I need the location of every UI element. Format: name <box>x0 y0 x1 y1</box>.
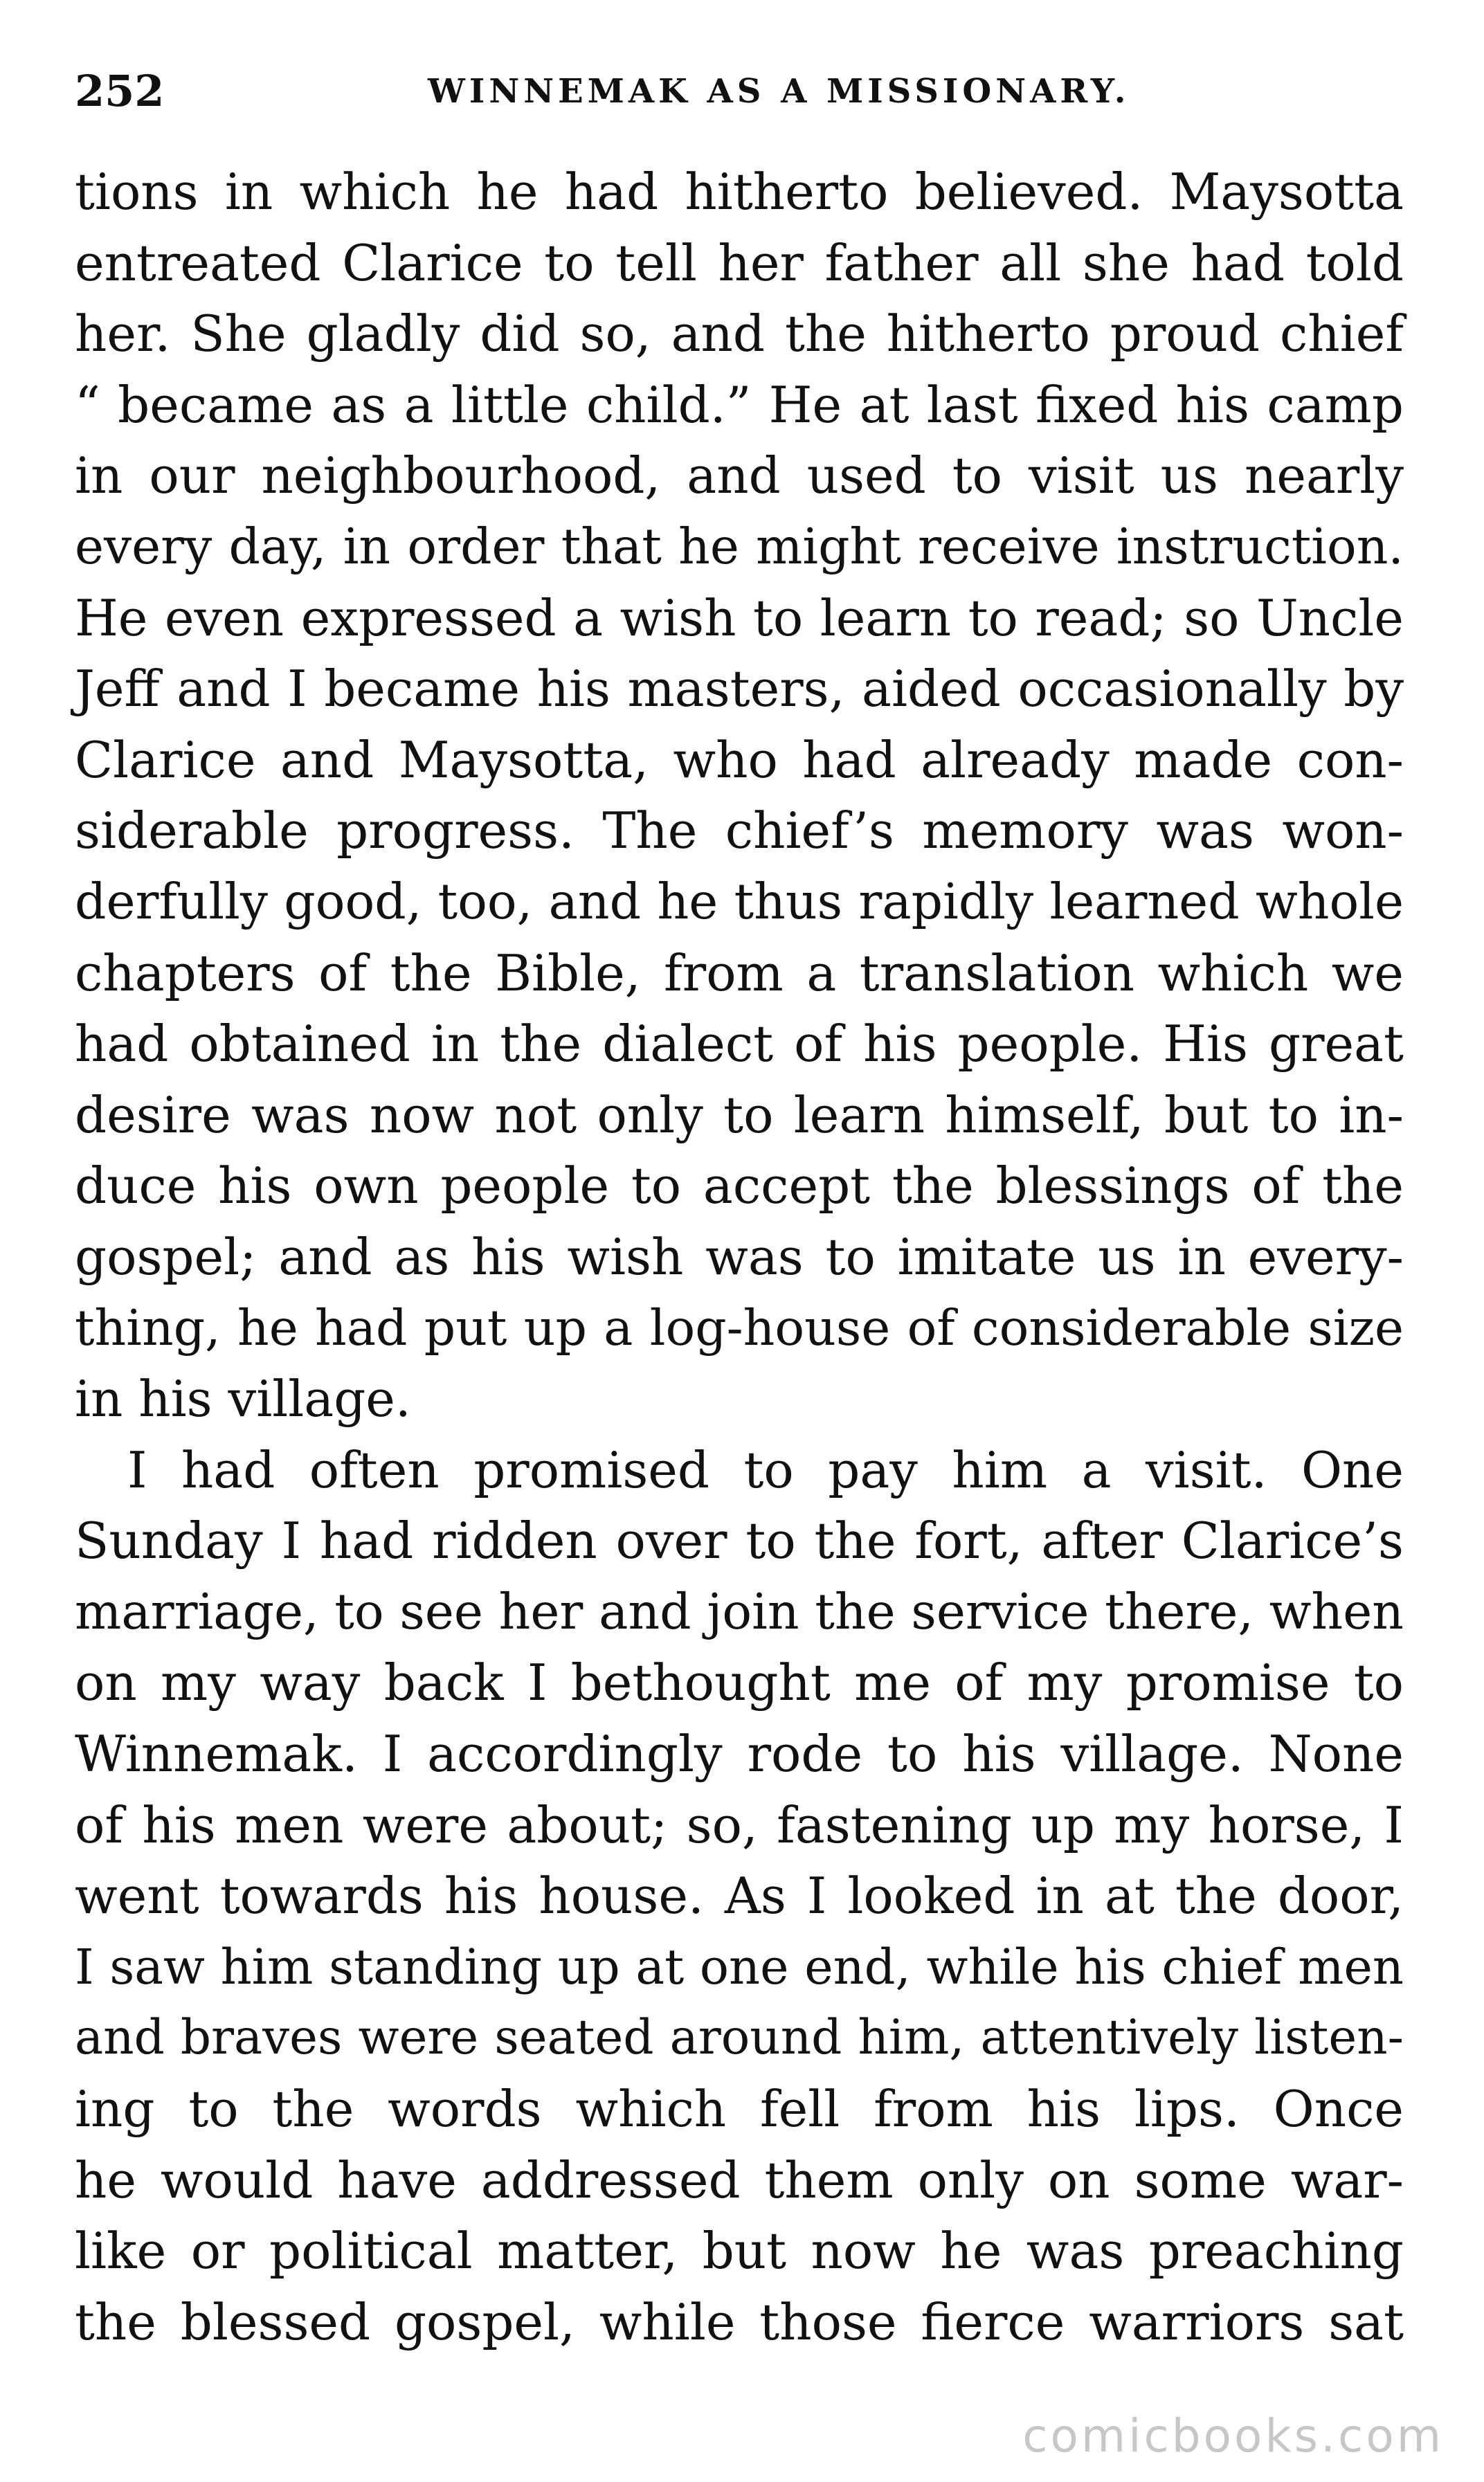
text-line: the blessed gospel, while those fierce warriors sat <box>75 2292 1404 2351</box>
running-title: WINNEMAK AS A MISSIONARY. <box>428 72 1130 111</box>
text-line: He even expressed a wish to learn to read; so Uncle <box>75 588 1404 647</box>
text-line: in his village. <box>75 1370 411 1429</box>
body-text <box>75 156 1404 2357</box>
text-line: he would have addressed them only on some war- <box>75 2150 1404 2209</box>
text-line: derfully good, too, and he thus rapidly learned whole <box>75 872 1404 930</box>
paragraph <box>75 1435 1404 2358</box>
text-line: gospel; and as his wish was to imitate us in every- <box>75 1227 1404 1286</box>
text-line: in our neighbourhood, and used to visit us nearly <box>75 446 1404 505</box>
text-line: of his men were about; so, fastening up my horse, I <box>75 1795 1404 1854</box>
text-line: her. She gladly did so, and the hitherto proud chief <box>75 305 1404 363</box>
text-line: entreated Clarice to tell her father all she had told <box>75 233 1404 292</box>
text-line: every day, in order that he might receive instruction. <box>75 517 1404 575</box>
page-header <box>75 50 1390 133</box>
paragraph <box>75 156 1404 1435</box>
text-line: duce his own people to accept the blessings of the <box>75 1157 1404 1215</box>
text-line: marriage, to see her and join the service there, when <box>75 1582 1404 1640</box>
text-line: I saw him standing up at one end, while his chief men <box>75 1938 1404 1995</box>
watermark: comicbooks.com <box>1022 2409 1444 2463</box>
text-line: and braves were seated around him, attentively listen- <box>75 2010 1404 2066</box>
text-line: I had often promised to pay him a visit. One <box>127 1440 1404 1499</box>
text-line: Clarice and Maysotta, who had already made con- <box>75 730 1404 789</box>
text-line: went towards his house. As I looked in at the door, <box>75 1867 1404 1926</box>
text-line: like or political matter, but now he was preaching <box>75 2222 1404 2281</box>
text-line: “ became as a little child.” He at last fixed his camp <box>75 375 1404 434</box>
text-line: siderable progress. The chief’s memory was won- <box>75 801 1404 860</box>
text-line: on my way back I bethought me of my promise to <box>75 1654 1404 1712</box>
text-line: ing to the words which fell from his lips. Once <box>75 2080 1404 2139</box>
text-line: thing, he had put up a log-house of considerable size <box>75 1298 1404 1357</box>
text-line: Sunday I had ridden over to the fort, after Clarice’s <box>75 1512 1404 1570</box>
text-line: desire was now not only to learn himself, but to in- <box>75 1085 1404 1144</box>
text-line: Winnemak. I accordingly rode to his village. None <box>75 1725 1404 1784</box>
text-line: chapters of the Bible, from a translation which we <box>75 943 1404 1002</box>
text-line: Jeff and I became his masters, aided occasionally by <box>75 660 1404 718</box>
text-line: tions in which he had hitherto believed. Maysotta <box>75 163 1404 221</box>
text-line: had obtained in the dialect of his people. His great <box>75 1015 1404 1074</box>
page-number: 252 <box>75 66 165 116</box>
